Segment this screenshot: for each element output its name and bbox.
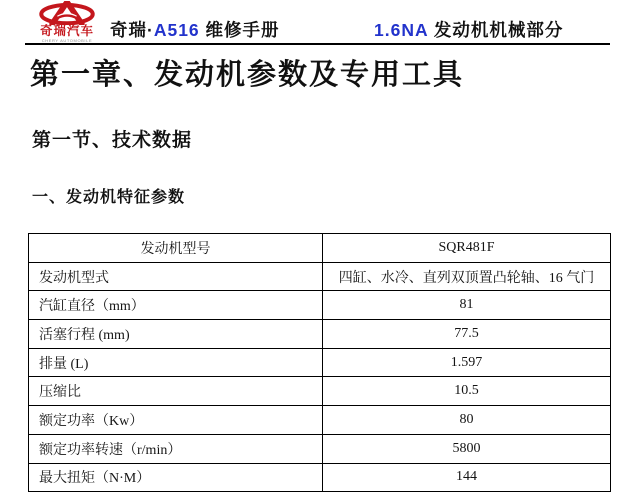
- chapter-title: 第一章、发动机参数及专用工具: [30, 59, 465, 91]
- chery-logo: [34, 1, 100, 43]
- spec-value-cell: 81: [323, 291, 611, 320]
- spec-value-cell: 10.5: [323, 377, 611, 406]
- manual-title-model: A516: [153, 20, 200, 40]
- table-row: [29, 348, 611, 377]
- table-header-row: [29, 234, 611, 263]
- manual-title: [110, 17, 280, 42]
- spec-value-cell: 四缸、水冷、直列双顶置凸轮轴、16 气门: [323, 262, 611, 291]
- spec-value-cell: 144: [323, 463, 611, 492]
- manual-title-prefix: 奇瑞·: [110, 20, 154, 40]
- table-row: [29, 320, 611, 349]
- spec-label-cell: 汽缸直径（mm）: [29, 291, 323, 320]
- spec-label-cell: 排量 (L): [29, 348, 323, 377]
- spec-value-cell: 5800: [323, 434, 611, 463]
- table-row: [29, 463, 611, 492]
- table-row: [29, 377, 611, 406]
- spec-label-cell: 发动机型式: [29, 262, 323, 291]
- spec-value-cell: 1.597: [323, 348, 611, 377]
- brand-name-en: CHERY AUTOMOBILE: [41, 38, 93, 43]
- spec-label-cell: 压缩比: [29, 377, 323, 406]
- spec-label-cell: 发动机型号: [29, 234, 323, 263]
- part-title: [374, 17, 563, 42]
- spec-label-cell: 额定功率（Kw）: [29, 406, 323, 435]
- part-title-suffix: 发动机机械部分: [427, 20, 564, 40]
- spec-value-cell: 80: [323, 406, 611, 435]
- spec-label-cell: 最大扭矩（N·M）: [29, 463, 323, 492]
- section-heading: 第一节、技术数据: [32, 130, 193, 151]
- spec-value-cell: 77.5: [323, 320, 611, 349]
- spec-value-cell: SQR481F: [323, 234, 611, 263]
- table-row: [29, 262, 611, 291]
- spec-label-cell: 活塞行程 (mm): [29, 320, 323, 349]
- engine-spec-table: [28, 233, 611, 492]
- table-row: [29, 291, 611, 320]
- subsection-heading: 一、发动机特征参数: [32, 189, 186, 206]
- manual-title-suffix: 维修手册: [199, 20, 280, 40]
- brand-name-cn: 奇瑞汽车: [39, 24, 94, 38]
- part-title-model: 1.6NA: [374, 20, 428, 40]
- spec-label-cell: 额定功率转速（r/min）: [29, 434, 323, 463]
- header-divider: [25, 43, 610, 45]
- chery-emblem-icon: [38, 1, 96, 25]
- table-row: [29, 434, 611, 463]
- table-row: [29, 406, 611, 435]
